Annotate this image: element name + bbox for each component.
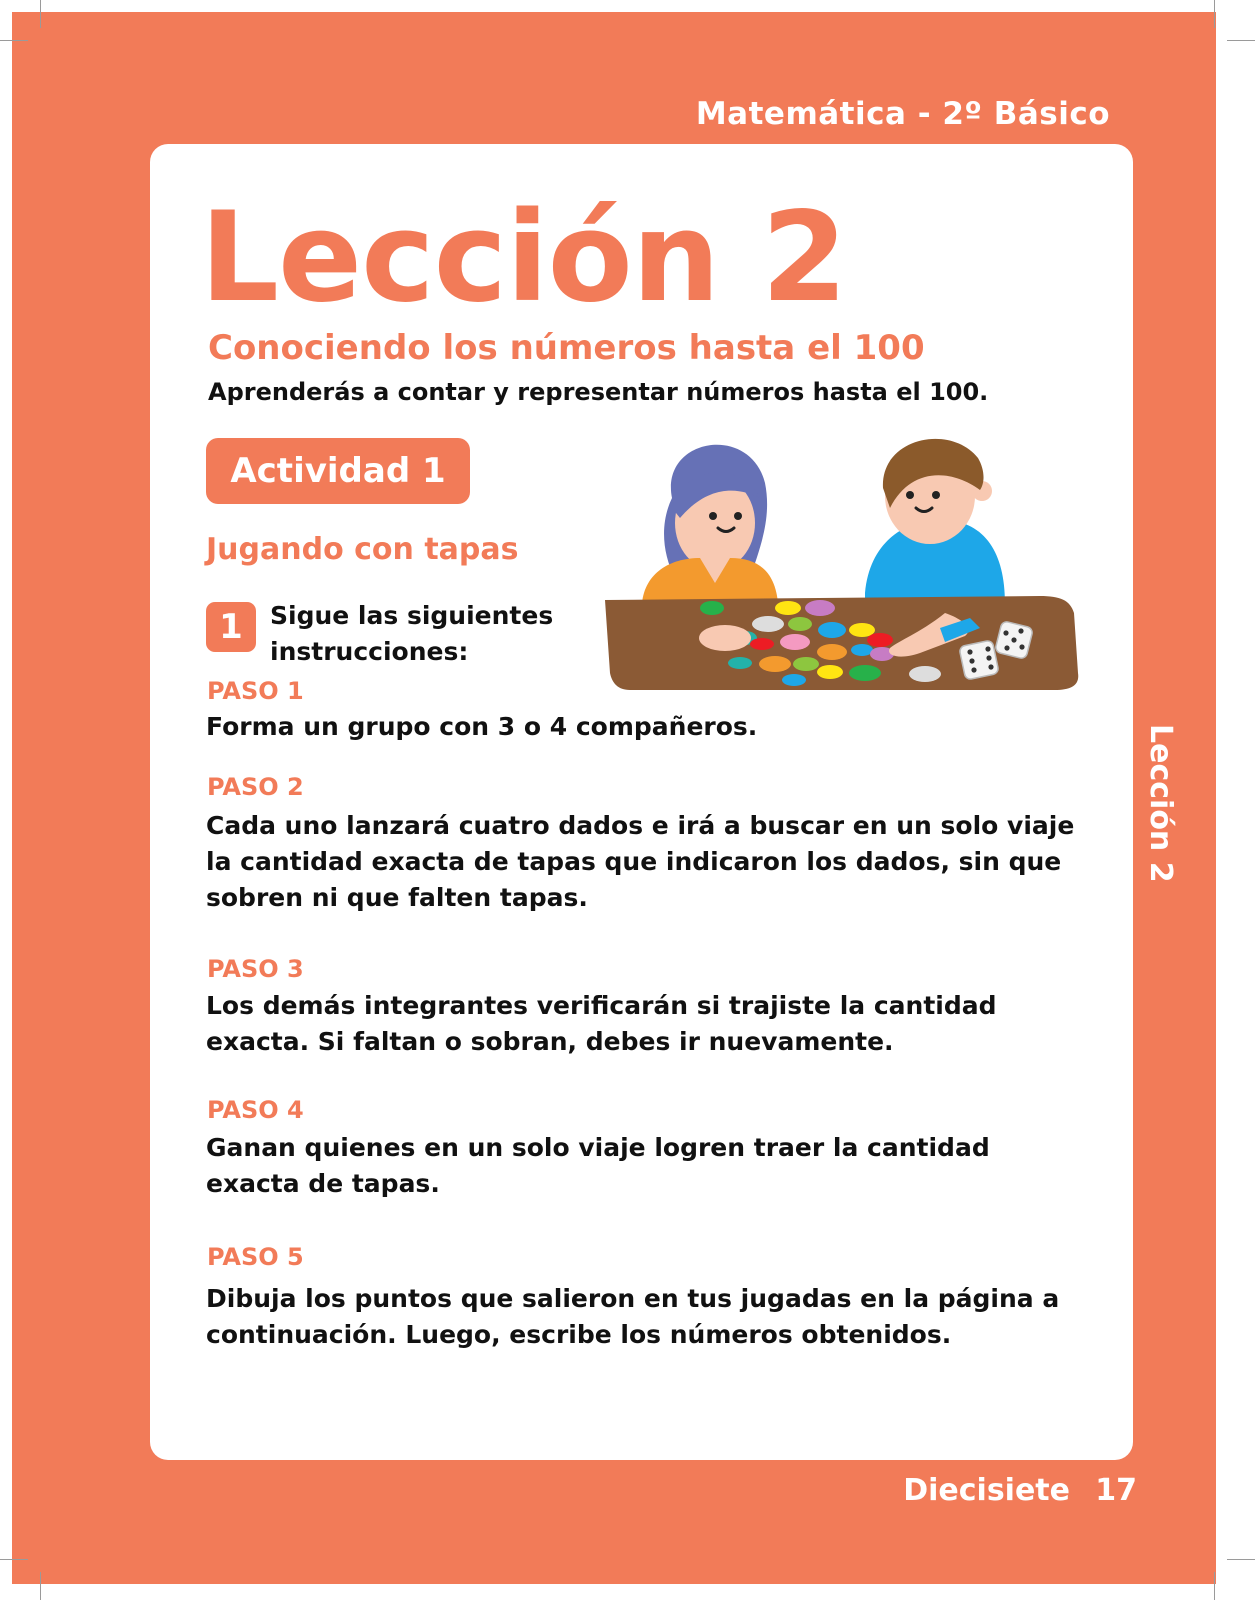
instruction-number-badge	[206, 602, 256, 652]
step-3-label: PASO 3	[207, 955, 304, 983]
girl-hand	[699, 625, 751, 651]
subject-header: Matemática - 2º Básico	[695, 96, 1110, 132]
lesson-objective: Aprenderás a contar y representar números hasta el 100.	[208, 378, 989, 406]
crop-mark	[1214, 0, 1215, 28]
crop-mark	[1227, 1559, 1255, 1560]
page-number: 17	[1095, 1473, 1137, 1508]
step-4-label: PASO 4	[207, 1096, 304, 1124]
crop-mark	[1227, 40, 1255, 41]
activity-name: Jugando con tapas	[206, 532, 519, 567]
instruction-number: 1	[219, 607, 243, 647]
crop-mark	[1214, 1572, 1215, 1600]
activity-badge	[206, 438, 470, 504]
step-3-text: Los demás integrantes verificarán si trajiste la cantidad exacta. Si faltan o sobran, debes ir nuevamente.	[206, 991, 997, 1056]
crop-mark	[0, 1559, 28, 1560]
step-1-label: PASO 1	[207, 677, 304, 705]
children-playing-illustration	[600, 428, 1090, 703]
step-1-text: Forma un grupo con 3 o 4 compañeros.	[206, 712, 758, 741]
activity-badge-label: Actividad 1	[230, 451, 446, 491]
lesson-subtitle: Conociendo los números hasta el 100	[208, 328, 925, 368]
crop-mark	[0, 40, 28, 41]
instructions-text: Sigue las siguientes instrucciones:	[270, 601, 554, 666]
step-5-label: PASO 5	[207, 1243, 304, 1271]
step-4-text: Ganan quienes en un solo viaje logren traer la cantidad exacta de tapas.	[206, 1133, 990, 1198]
step-2-text: Cada uno lanzará cuatro dados e irá a buscar en un solo viaje la cantidad exacta de tapas que indicaron los dados, sin que sobren ni que falten tapas.	[206, 811, 1075, 912]
crop-mark	[40, 1572, 41, 1600]
step-2-label: PASO 2	[207, 773, 304, 801]
crop-mark	[40, 0, 41, 28]
side-lesson-tab: Lección 2	[1143, 724, 1178, 883]
lesson-title: Lección 2	[200, 186, 847, 330]
step-5-text: Dibuja los puntos que salieron en tus jugadas en la página a continuación. Luego, escribe los números obtenidos.	[206, 1284, 1060, 1349]
page-number-word: Diecisiete	[903, 1473, 1070, 1508]
